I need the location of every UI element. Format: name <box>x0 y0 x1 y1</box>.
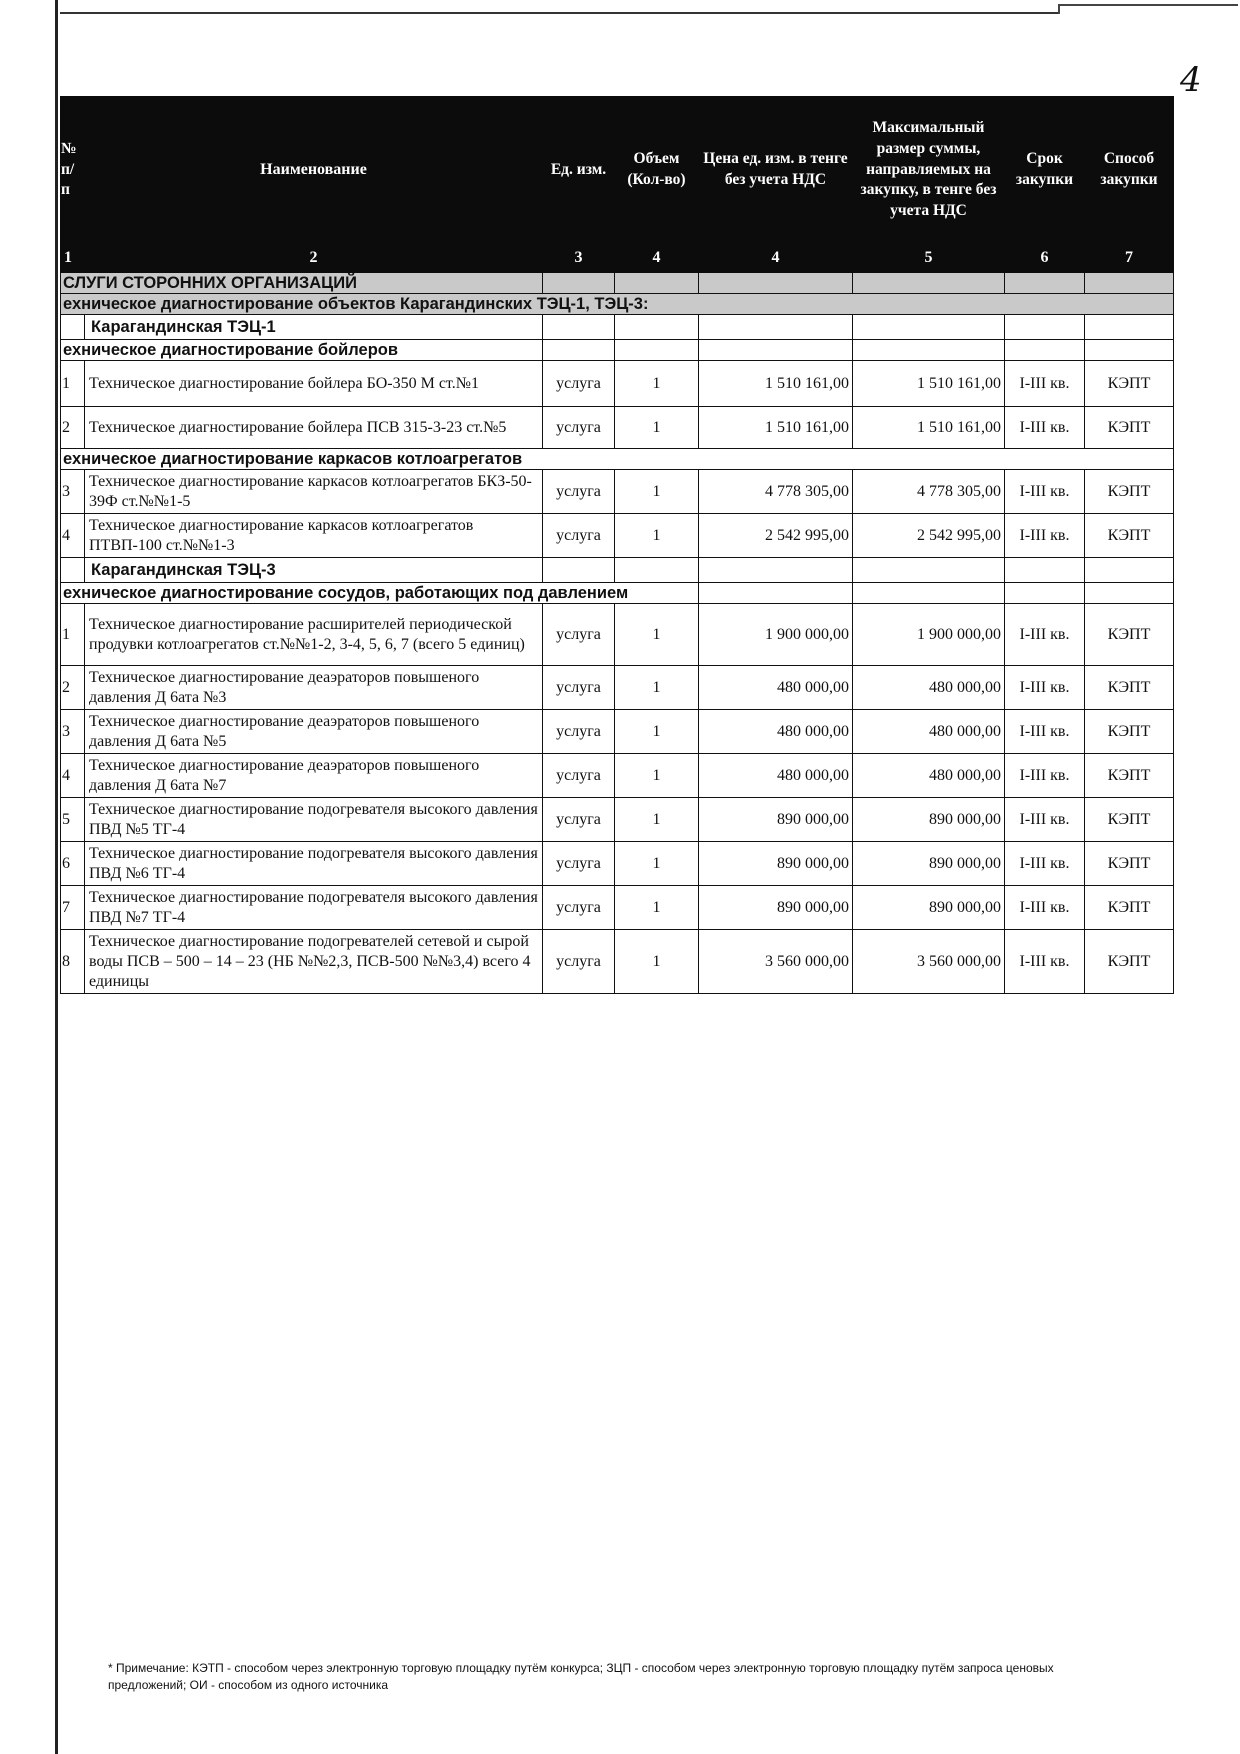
row-index: 1 <box>61 604 85 666</box>
row-qty: 1 <box>615 798 699 842</box>
row-index: 5 <box>61 798 85 842</box>
row-max-amount: 1 510 161,00 <box>853 361 1005 407</box>
row-max-amount: 1 900 000,00 <box>853 604 1005 666</box>
row-index: 6 <box>61 842 85 886</box>
table-row <box>61 754 1174 798</box>
scan-corner-mark-vertical <box>1058 4 1060 14</box>
header-unit: Ед. изм. <box>543 97 615 244</box>
row-price: 2 542 995,00 <box>699 514 853 558</box>
col-number: 5 <box>853 244 1005 273</box>
row-price: 890 000,00 <box>699 886 853 930</box>
header-name: Наименование <box>85 97 543 244</box>
section-row <box>61 340 1174 361</box>
row-unit: услуга <box>543 754 615 798</box>
row-qty: 1 <box>615 514 699 558</box>
plant-title: Карагандинская ТЭЦ-1 <box>85 315 543 340</box>
row-index: 8 <box>61 930 85 994</box>
row-name: Техническое диагностирование бойлера ПСВ 315-3-23 ст.№5 <box>85 407 543 449</box>
col-number: 7 <box>1085 244 1174 273</box>
header-number-row <box>61 244 1174 273</box>
section-title: ехническое диагностирование сосудов, работающих под давлением <box>61 583 699 604</box>
row-qty: 1 <box>615 604 699 666</box>
row-method: КЭПТ <box>1085 930 1174 994</box>
col-number: 6 <box>1005 244 1085 273</box>
row-max-amount: 3 560 000,00 <box>853 930 1005 994</box>
row-price: 4 778 305,00 <box>699 470 853 514</box>
row-qty: 1 <box>615 407 699 449</box>
procurement-table <box>60 96 1174 994</box>
row-index: 4 <box>61 754 85 798</box>
row-period: I-III кв. <box>1005 666 1085 710</box>
row-price: 480 000,00 <box>699 754 853 798</box>
row-qty: 1 <box>615 710 699 754</box>
row-method: КЭПТ <box>1085 604 1174 666</box>
row-period: I-III кв. <box>1005 886 1085 930</box>
row-name: Техническое диагностирование подогревателей сетевой и сырой воды ПСВ – 500 – 14 – 23 (НБ №№2,3, ПСВ-500 №№3,4) всего 4 единицы <box>85 930 543 994</box>
row-price: 1 510 161,00 <box>699 361 853 407</box>
header-period: Срок закупки <box>1005 97 1085 244</box>
header-num: № п/п <box>61 97 85 244</box>
row-index: 4 <box>61 514 85 558</box>
row-name: Техническое диагностирование подогревателя высокого давления ПВД №7 ТГ-4 <box>85 886 543 930</box>
row-method: КЭПТ <box>1085 754 1174 798</box>
row-qty: 1 <box>615 754 699 798</box>
scan-border-top <box>60 12 1060 14</box>
row-period: I-III кв. <box>1005 514 1085 558</box>
table-row <box>61 407 1174 449</box>
header-price: Цена ед. изм. в тенге без учета НДС <box>699 97 853 244</box>
table-row <box>61 604 1174 666</box>
section-title: ехническое диагностирование бойлеров <box>61 340 543 361</box>
row-period: I-III кв. <box>1005 754 1085 798</box>
table-row <box>61 842 1174 886</box>
row-name: Техническое диагностирование подогревателя высокого давления ПВД №6 ТГ-4 <box>85 842 543 886</box>
row-method: КЭПТ <box>1085 666 1174 710</box>
row-qty: 1 <box>615 666 699 710</box>
row-price: 1 510 161,00 <box>699 407 853 449</box>
row-index: 3 <box>61 710 85 754</box>
row-period: I-III кв. <box>1005 407 1085 449</box>
row-price: 480 000,00 <box>699 666 853 710</box>
row-max-amount: 480 000,00 <box>853 710 1005 754</box>
row-price: 480 000,00 <box>699 710 853 754</box>
row-method: КЭПТ <box>1085 798 1174 842</box>
row-name: Техническое диагностирование расширителей периодической продувки котлоагрегатов ст.№№1-2, 3-4, 5, 6, 7 (всего 5 единиц) <box>85 604 543 666</box>
section-title: СЛУГИ СТОРОННИХ ОРГАНИЗАЦИЙ <box>61 273 543 294</box>
row-name: Техническое диагностирование каркасов котлоагрегатов ПТВП-100 ст.№№1-3 <box>85 514 543 558</box>
col-number: 3 <box>543 244 615 273</box>
table-row <box>61 361 1174 407</box>
section-row <box>61 294 1174 315</box>
row-period: I-III кв. <box>1005 710 1085 754</box>
plant-row <box>61 315 1174 340</box>
row-name: Техническое диагностирование деаэраторов повышеного давления Д 6ата №5 <box>85 710 543 754</box>
scan-border-left <box>55 0 58 1754</box>
row-index: 2 <box>61 666 85 710</box>
row-price: 3 560 000,00 <box>699 930 853 994</box>
table-row <box>61 930 1174 994</box>
row-qty: 1 <box>615 886 699 930</box>
row-name: Техническое диагностирование каркасов котлоагрегатов БКЗ-50-39Ф ст.№№1-5 <box>85 470 543 514</box>
row-unit: услуга <box>543 666 615 710</box>
row-price: 890 000,00 <box>699 798 853 842</box>
row-unit: услуга <box>543 514 615 558</box>
row-name: Техническое диагностирование бойлера БО-350 М ст.№1 <box>85 361 543 407</box>
header-qty: Объем (Кол-во) <box>615 97 699 244</box>
row-method: КЭПТ <box>1085 470 1174 514</box>
row-unit: услуга <box>543 407 615 449</box>
row-index: 3 <box>61 470 85 514</box>
section-row <box>61 449 1174 470</box>
row-max-amount: 480 000,00 <box>853 754 1005 798</box>
row-max-amount: 2 542 995,00 <box>853 514 1005 558</box>
table-row <box>61 470 1174 514</box>
table-row <box>61 666 1174 710</box>
plant-title: Карагандинская ТЭЦ-3 <box>85 558 543 583</box>
row-name: Техническое диагностирование деаэраторов повышеного давления Д 6ата №3 <box>85 666 543 710</box>
row-qty: 1 <box>615 842 699 886</box>
header-row <box>61 97 1174 244</box>
row-unit: услуга <box>543 930 615 994</box>
row-max-amount: 890 000,00 <box>853 886 1005 930</box>
row-index: 1 <box>61 361 85 407</box>
col-number: 4 <box>615 244 699 273</box>
header-method: Способ закупки <box>1085 97 1174 244</box>
section-row <box>61 273 1174 294</box>
row-max-amount: 1 510 161,00 <box>853 407 1005 449</box>
row-max-amount: 4 778 305,00 <box>853 470 1005 514</box>
row-unit: услуга <box>543 886 615 930</box>
row-qty: 1 <box>615 930 699 994</box>
row-name: Техническое диагностирование подогревателя высокого давления ПВД №5 ТГ-4 <box>85 798 543 842</box>
row-period: I-III кв. <box>1005 842 1085 886</box>
row-period: I-III кв. <box>1005 798 1085 842</box>
table-row <box>61 886 1174 930</box>
row-unit: услуга <box>543 798 615 842</box>
header-max-amount: Максимальный размер суммы, направляемых на закупку, в тенге без учета НДС <box>853 97 1005 244</box>
row-name: Техническое диагностирование деаэраторов повышеного давления Д 6ата №7 <box>85 754 543 798</box>
section-title: ехническое диагностирование каркасов котлоагрегатов <box>61 449 1174 470</box>
row-max-amount: 480 000,00 <box>853 666 1005 710</box>
row-max-amount: 890 000,00 <box>853 798 1005 842</box>
col-number: 2 <box>85 244 543 273</box>
row-method: КЭПТ <box>1085 842 1174 886</box>
col-number: 1 <box>61 244 85 273</box>
row-method: КЭПТ <box>1085 514 1174 558</box>
row-period: I-III кв. <box>1005 361 1085 407</box>
table-row <box>61 710 1174 754</box>
row-period: I-III кв. <box>1005 930 1085 994</box>
row-max-amount: 890 000,00 <box>853 842 1005 886</box>
row-price: 890 000,00 <box>699 842 853 886</box>
row-unit: услуга <box>543 361 615 407</box>
footnote: * Примечание: КЭТП - способом через электронную торговую площадку путём конкурса; ЗЦП - способом через электронную торговую площадку путём запроса ценовых предложений; ОИ - способом из одного источника <box>108 1661 1054 1692</box>
row-unit: услуга <box>543 470 615 514</box>
col-number: 4 <box>699 244 853 273</box>
row-period: I-III кв. <box>1005 470 1085 514</box>
row-unit: услуга <box>543 842 615 886</box>
row-unit: услуга <box>543 604 615 666</box>
row-unit: услуга <box>543 710 615 754</box>
row-index: 2 <box>61 407 85 449</box>
row-period: I-III кв. <box>1005 604 1085 666</box>
page-number: 4 <box>1180 60 1202 100</box>
row-method: КЭПТ <box>1085 710 1174 754</box>
table-row <box>61 514 1174 558</box>
scan-corner-mark <box>1058 4 1238 6</box>
row-method: КЭПТ <box>1085 407 1174 449</box>
row-price: 1 900 000,00 <box>699 604 853 666</box>
section-row <box>61 583 1174 604</box>
row-method: КЭПТ <box>1085 886 1174 930</box>
section-title: ехническое диагностирование объектов Карагандинских ТЭЦ-1, ТЭЦ-3: <box>61 294 1174 315</box>
row-method: КЭПТ <box>1085 361 1174 407</box>
row-qty: 1 <box>615 361 699 407</box>
plant-row <box>61 558 1174 583</box>
row-qty: 1 <box>615 470 699 514</box>
row-index: 7 <box>61 886 85 930</box>
table-row <box>61 798 1174 842</box>
